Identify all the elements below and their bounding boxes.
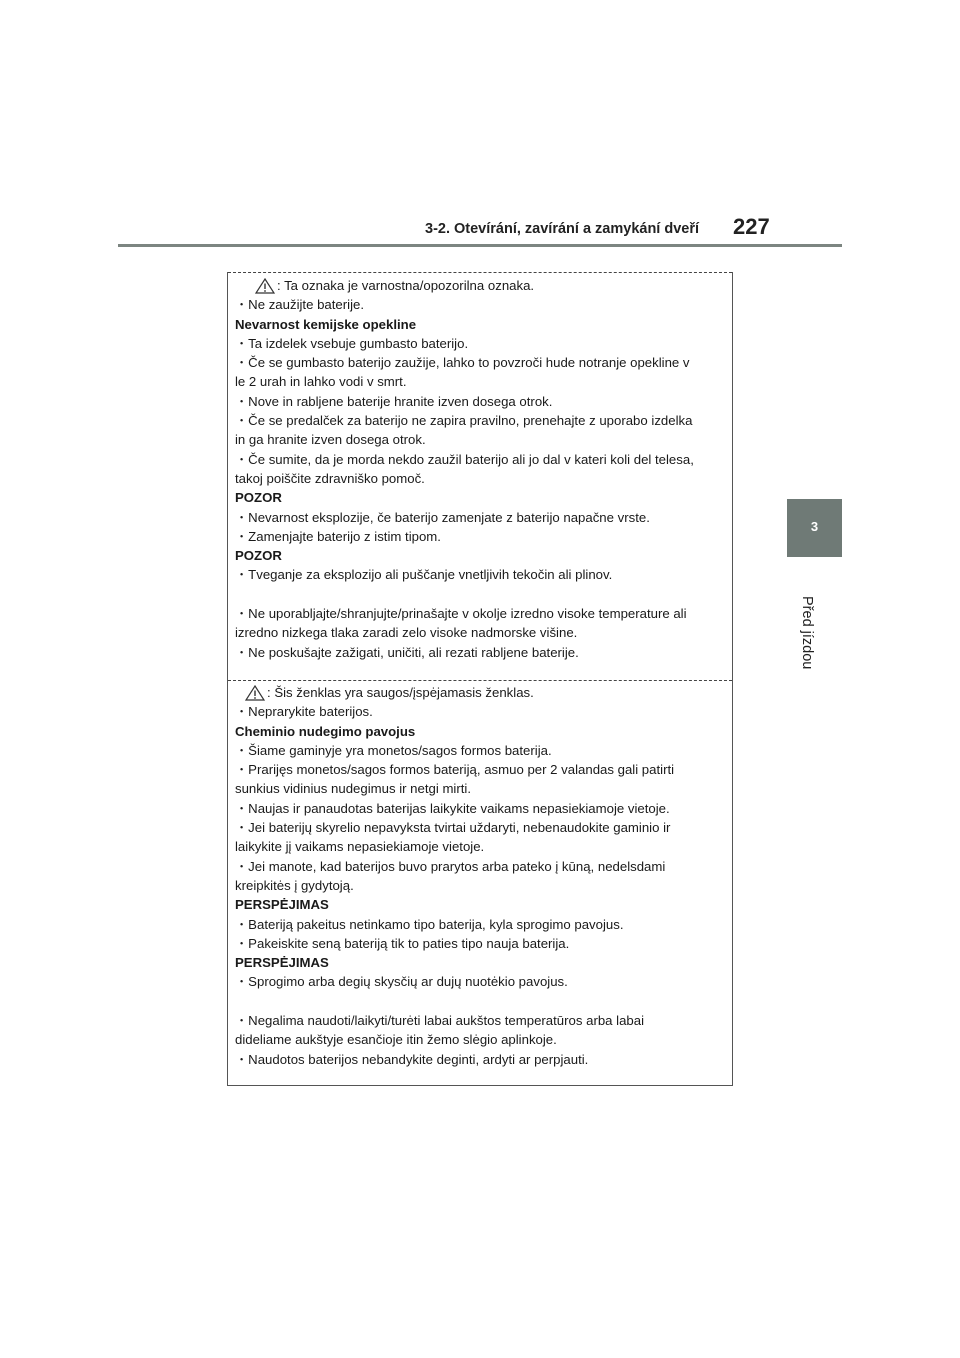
heading-line: PERSPĖJIMAS (235, 897, 329, 913)
text-line: in ga hranite izven dosega otrok. (235, 432, 426, 448)
text-line: ・Ne poskušajte zažigati, uničiti, ali rezati rabljene baterije. (235, 644, 579, 660)
page-number: 227 (733, 214, 770, 239)
text-line: ・Nevarnost eksplozije, če baterijo zamenjate z baterijo napačne vrste. (235, 509, 650, 525)
lithuanian-warning-block (235, 683, 726, 1069)
warning-triangle-icon (255, 278, 275, 294)
heading-line: Cheminio nudegimo pavojus (235, 723, 416, 739)
text-line: laikykite jį vaikams nepasiekiamoje vietoje. (235, 839, 485, 855)
text-line: ・Prarijęs monetos/sagos formos bateriją, asmuo per 2 valandas gali patirti (235, 762, 675, 778)
header-rule (118, 244, 842, 247)
text-line: le 2 urah in lahko vodi v smrt. (235, 374, 407, 390)
blank-line (235, 992, 726, 1011)
page-header (0, 0, 960, 250)
text-line: sunkius vidinius nudegimus ir netgi mirti. (235, 781, 472, 797)
text-line: ・Sprogimo arba degių skysčių ar dujų nuotėkio pavojus. (235, 974, 568, 990)
text-line: dideliame aukštyje esančioje itin žemo slėgio aplinkoje. (235, 1032, 557, 1048)
heading-line: PERSPĖJIMAS (235, 955, 329, 971)
text-line: ・Ne zaužijte baterije. (235, 297, 365, 313)
slovenian-warning-label: : Ta oznaka je varnostna/opozorilna oznaka. (277, 278, 535, 293)
text-line: ・Ne uporabljajte/shranjujte/prinašajte v okolje izredno visoke temperature ali (235, 606, 687, 622)
text-line: takoj poiščite zdravniško pomoč. (235, 470, 425, 486)
text-line: kreipkitės į gydytoją. (235, 877, 354, 893)
text-line: ・Naudotos baterijos nebandykite deginti, ardyti ar perpjauti. (235, 1051, 589, 1067)
chapter-number: 3 (810, 519, 819, 534)
section-title: 3-2. Otevírání, zavírání a zamykání dveří (425, 221, 700, 237)
lithuanian-warning-label-line (235, 683, 726, 702)
text-line: ・Če sumite, da je morda nekdo zaužil baterijo ali jo dal v kateri koli del telesa, (235, 451, 694, 467)
heading-line: POZOR (235, 548, 282, 564)
text-line: ・Naujas ir panaudotas baterijas laikykite vaikams nepasiekiamoje vietoje. (235, 800, 670, 816)
text-line: ・Pakeiskite seną bateriją tik to paties tipo nauja baterija. (235, 935, 570, 951)
heading-line: POZOR (235, 490, 282, 506)
text-line: ・Jei baterijų skyrelio nepavyksta tvirtai uždaryti, nebenaudokite gaminio ir (235, 820, 671, 836)
slovenian-warning-block (235, 276, 726, 662)
text-line: ・Šiame gaminyje yra monetos/sagos formos baterija. (235, 742, 552, 758)
heading-line: Nevarnost kemijske opekline (235, 316, 417, 332)
blank-line (235, 585, 726, 604)
battery-warning-panel (227, 272, 733, 1086)
text-line: ・Ta izdelek vsebuje gumbasto baterijo. (235, 335, 469, 351)
warning-triangle-icon (245, 685, 265, 701)
text-line: ・Če se predalček za baterijo ne zapira pravilno, prenehajte z uporabo izdelka (235, 413, 693, 429)
text-line: ・Jei manote, kad baterijos buvo prarytos arba pateko į kūną, nedelsdami (235, 858, 666, 874)
text-line: ・Negalima naudoti/laikyti/turėti labai aukštos temperatūros arba labai (235, 1013, 645, 1029)
dashed-divider-middle (228, 680, 732, 681)
text-line: izredno nizkega tlaka zaradi zelo visoke nadmorske višine. (235, 625, 578, 641)
chapter-title: Před jízdou (799, 596, 815, 670)
text-line: ・Nove in rabljene baterije hranite izven dosega otrok. (235, 393, 553, 409)
text-line: ・Neprarykite baterijos. (235, 704, 373, 720)
text-line: ・Če se gumbasto baterijo zaužije, lahko to povzroči hude notranje opekline v (235, 355, 690, 371)
chapter-tab (787, 499, 842, 557)
text-line: ・Tveganje za eksplozijo ali puščanje vnetljivih tekočin ali plinov. (235, 567, 613, 583)
text-line: ・Zamenjajte baterijo z istim tipom. (235, 528, 441, 544)
text-line: ・Bateriją pakeitus netinkamo tipo baterija, kyla sprogimo pavojus. (235, 916, 624, 932)
dashed-divider-top (228, 272, 732, 273)
slovenian-warning-label-line (235, 276, 726, 295)
lithuanian-warning-label: : Šis ženklas yra saugos/įspėjamasis ženklas. (267, 685, 534, 700)
